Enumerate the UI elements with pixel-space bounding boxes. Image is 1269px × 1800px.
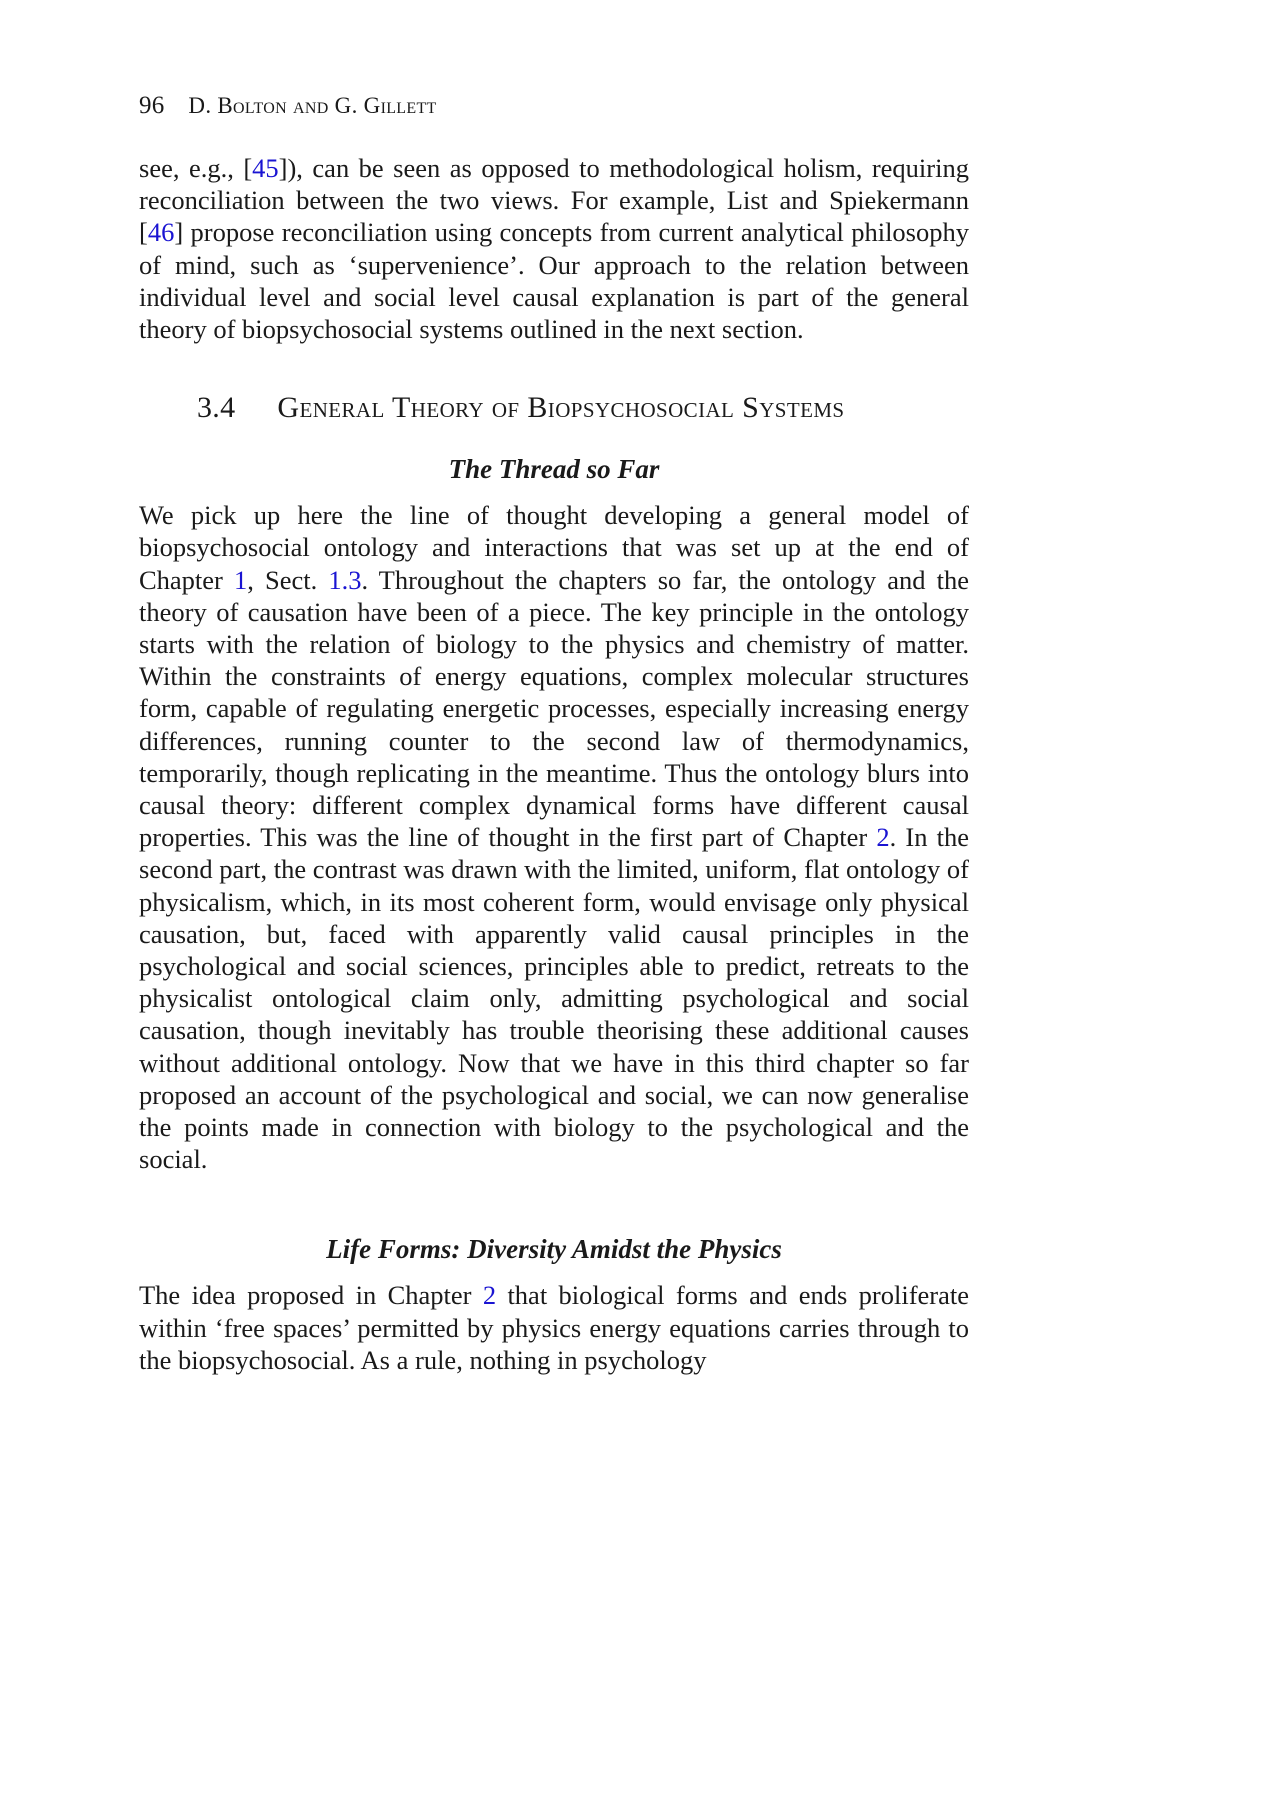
thread-part-a: We pick up here the line of thought developing a general model of biopsychosocial ontology and interactions that was set up at the end of Chapter: [139, 500, 969, 595]
citation-link-45[interactable]: 45: [252, 153, 279, 183]
paragraph-intro-part-b: ]), can be seen as opposed to methodological holism, requiring reconciliation between the two views. For example, List and Spiekermann [: [139, 153, 969, 248]
spacer-before-subsection-2-heading: [139, 1175, 969, 1233]
page-number: 96: [139, 92, 165, 119]
chapter-link-2b[interactable]: 2: [482, 1280, 497, 1311]
section-heading: [139, 391, 969, 425]
thread-part-c: . Throughout the chapters so far, the ontology and the theory of causation have been of a piece. The key principle in the ontology starts with the relation of biology to the physics and chemistry of matter. Within the constraints of energy equations, complex molecular structures form, capable of regulating energetic processes, especially increasing energy differences, running counter to the second law of thermodynamics, temporarily, though replicating in the meantime. Thus the ontology blurs into causal theory: different complex dynamical forms have different causal properties. This was the line of thought in the first part of Chapter: [139, 564, 969, 853]
chapter-link-2a[interactable]: 2: [876, 822, 890, 853]
spacer-after-intro: [139, 345, 969, 391]
section-number: 3.4: [197, 391, 236, 425]
spacer-after-subsection-2-heading: [139, 1265, 969, 1279]
life-forms-part-b: that biological forms and ends proliferate within ‘free spaces’ permitted by physics energy equations carries through to the biopsychosocial. As a rule, nothing in psychology: [139, 1280, 969, 1375]
running-head-authors: D. Bolton and G. Gillett: [188, 93, 437, 118]
paragraph-intro-part-a: see, e.g., [: [139, 153, 253, 183]
life-forms-part-a: The idea proposed in Chapter: [139, 1280, 483, 1311]
text-column: [139, 152, 969, 1376]
thread-part-b: , Sect.: [247, 564, 329, 595]
running-head: [139, 92, 437, 120]
spacer-after-section-heading: [139, 425, 969, 453]
paragraph-thread-so-far: [139, 499, 969, 1175]
section-title: General Theory of Biopsychosocial Systems: [277, 391, 845, 425]
chapter-link-1[interactable]: 1: [233, 564, 248, 595]
thread-part-d: . In the second part, the contrast was drawn with the limited, uniform, flat ontology of physicalism, which, in its most coherent form, would envisage only physical causation, but, faced with apparently valid causal principles in the psychological and social sciences, principles able to predict, retreats to the physicalist ontological claim only, admitting psychological and social causation, though inevitably has trouble theorising these additional causes without additional ontology. Now that we have in this third chapter so far proposed an account of the psychological and social, we can now generalise the points made in connection with biology to the psychological and the social.: [139, 822, 969, 1175]
paragraph-intro: [139, 152, 969, 345]
paragraph-life-forms: [139, 1279, 969, 1376]
section-link-1-3[interactable]: 1.3: [328, 564, 362, 595]
subsection-1-heading: The Thread so Far: [448, 454, 660, 485]
citation-link-46[interactable]: 46: [147, 217, 175, 248]
subsection-2-heading: Life Forms: Diversity Amidst the Physics: [326, 1234, 782, 1265]
spacer-after-subsection-1-heading: [139, 485, 969, 499]
paragraph-intro-part-c: ] propose reconciliation using concepts from current analytical philosophy of mind, such as ‘supervenience’. Our approach to the relation between individual level and social level causal explanation is part of the general theory of biopsychosocial systems outlined in the next section.: [139, 217, 969, 345]
